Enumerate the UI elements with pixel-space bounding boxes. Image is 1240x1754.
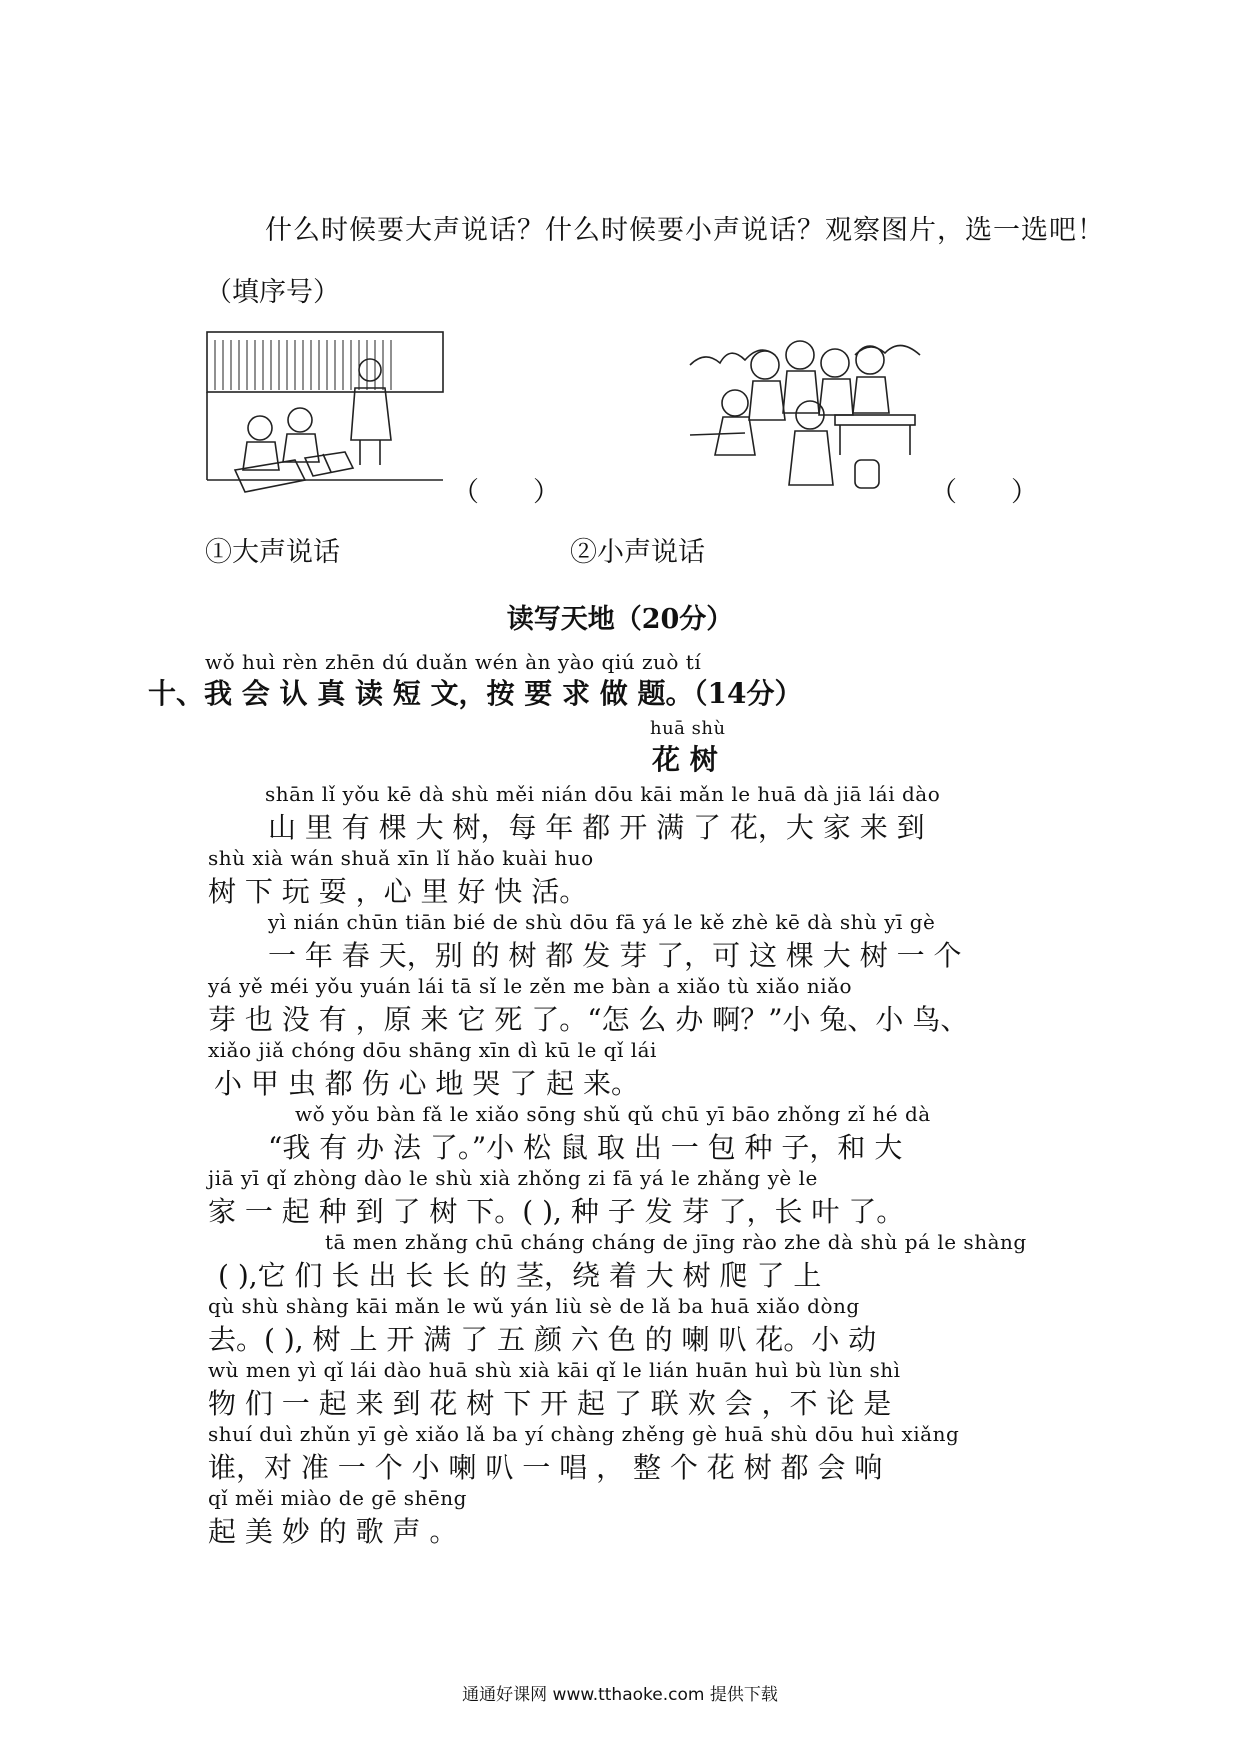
section-title: 读写天地（20分） xyxy=(506,604,734,635)
story-title-pinyin: huā shù xyxy=(650,718,726,739)
option-loud: ①大声说话 xyxy=(205,537,340,568)
story-line-pinyin: qǐ měi miào de gē shēng xyxy=(208,1486,467,1510)
story-line-pinyin: shuí duì zhǔn yī gè xiǎo lǎ ba yí chàng zhěng gè huā shù dōu huì xiǎng xyxy=(208,1422,960,1446)
story-line-text: 树 下 玩 耍 ，心 里 好 快 活。 xyxy=(208,875,588,908)
story-line-text: 山 里 有 棵 大 树，每 年 都 开 满 了 花，大 家 来 到 xyxy=(268,811,925,844)
story-line-pinyin: yá yě méi yǒu yuán lái tā sǐ le zěn me bàn a xiǎo tù xiǎo niǎo xyxy=(208,974,853,998)
picture-2-answer[interactable]: （ ） xyxy=(930,477,1038,508)
story-line-pinyin: xiǎo jiǎ chóng dōu shāng xīn dì kū le qǐ lái xyxy=(208,1038,657,1062)
classroom-illustration xyxy=(205,330,445,500)
story-line-text: “我 有 办 法 了。”小 松 鼠 取 出 一 包 种 子，和 大 xyxy=(268,1131,903,1164)
question-intro: 什么时候要大声说话？什么时候要小声说话？观察图片，选一选吧！ xyxy=(265,215,1105,246)
story-line-pinyin: wù men yì qǐ lái dào huā shù xià kāi qǐ le lián huān huì bù lùn shì xyxy=(208,1358,901,1382)
fill-hint: （填序号） xyxy=(205,277,340,308)
story-line-pinyin: shān lǐ yǒu kē dà shù měi nián dōu kāi mǎn le huā dà jiā lái dào xyxy=(265,782,941,806)
q10-pinyin: wǒ huì rèn zhēn dú duǎn wén àn yào qiú zuò tí xyxy=(205,650,702,674)
q10-title: 十、我 会 认 真 读 短 文，按 要 求 做 题。（14分） xyxy=(148,677,803,710)
page-footer: 通通好课网 www.tthaoke.com 提供下载 xyxy=(462,1685,778,1705)
park-illustration xyxy=(685,325,925,500)
picture-1-answer[interactable]: （ ） xyxy=(452,477,560,508)
story-line-text: ( ),它 们 长 出 长 长 的 茎，绕 着 大 树 爬 了 上 xyxy=(218,1259,822,1292)
option-quiet: ②小声说话 xyxy=(570,537,705,568)
story-title: 花 树 xyxy=(652,743,718,776)
story-line-pinyin: jiā yī qǐ zhòng dào le shù xià zhǒng zi fā yá le zhǎng yè le xyxy=(208,1166,818,1190)
story-line-text: 小 甲 虫 都 伤 心 地 哭 了 起 来。 xyxy=(214,1067,640,1100)
story-line-text: 一 年 春 天，别 的 树 都 发 芽 了，可 这 棵 大 树 一 个 xyxy=(268,939,962,972)
story-line-text: 谁，对 准 一 个 小 喇 叭 一 唱 ， 整 个 花 树 都 会 响 xyxy=(208,1451,883,1484)
story-line-text: 去。( ), 树 上 开 满 了 五 颜 六 色 的 喇 叭 花。小 动 xyxy=(208,1323,877,1356)
story-line-text: 家 一 起 种 到 了 树 下。( ), 种 子 发 芽 了，长 叶 了。 xyxy=(208,1195,905,1228)
story-line-pinyin: qù shù shàng kāi mǎn le wǔ yán liù sè de lǎ ba huā xiǎo dòng xyxy=(208,1294,860,1318)
story-line-text: 起 美 妙 的 歌 声 。 xyxy=(208,1515,458,1548)
story-line-pinyin: wǒ yǒu bàn fǎ le xiǎo sōng shǔ qǔ chū yī bāo zhǒng zǐ hé dà xyxy=(295,1102,931,1126)
story-line-pinyin: shù xià wán shuǎ xīn lǐ hǎo kuài huo xyxy=(208,846,594,870)
story-line-text: 物 们 一 起 来 到 花 树 下 开 起 了 联 欢 会 ，不 论 是 xyxy=(208,1387,892,1420)
story-line-pinyin: tā men zhǎng chū cháng cháng de jīng rào zhe dà shù pá le shàng xyxy=(325,1230,1027,1254)
story-line-pinyin: yì nián chūn tiān bié de shù dōu fā yá le kě zhè kē dà shù yī gè xyxy=(268,910,936,934)
story-line-text: 芽 也 没 有 ，原 来 它 死 了。“怎 么 办 啊？”小 兔、小 鸟、 xyxy=(208,1003,969,1036)
